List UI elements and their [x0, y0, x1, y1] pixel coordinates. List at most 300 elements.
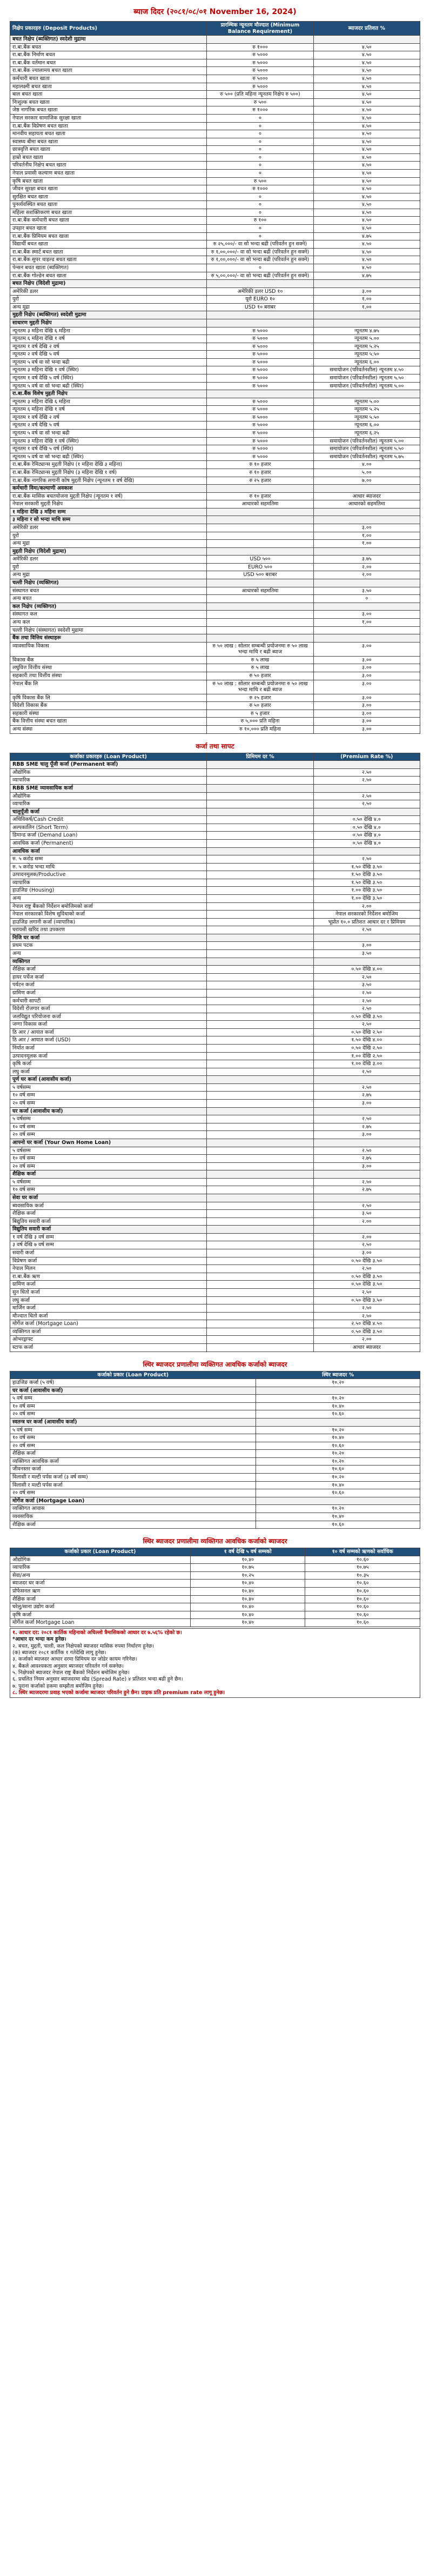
table-cell [207, 816, 313, 824]
table-cell: अन्य मुद्रा [10, 303, 207, 311]
table-cell: लघु कर्जा [10, 1068, 207, 1076]
table-cell: रु ५००० [207, 374, 313, 383]
table-cell [313, 1194, 420, 1202]
table-row [10, 398, 420, 406]
table-cell [207, 634, 313, 643]
table-cell: ०.५० देखि ३.५० [313, 1296, 420, 1304]
table-cell: निर्यात कर्जा [10, 1045, 207, 1053]
table-cell: १.०० [313, 532, 420, 540]
table-cell: कर्मचारी सापटी [10, 997, 207, 1005]
table-cell: रु १० हजार [207, 469, 313, 477]
table-cell [313, 847, 420, 855]
table-cell: न्यूनतम ३ महिना देखि ६ महिना [10, 398, 207, 406]
table-cell: १.०० [313, 618, 420, 626]
deposit-header-rate: ब्याजदर प्रतिशत % [313, 22, 420, 36]
table-cell: उत्पादनमूलक कर्जा [10, 1052, 207, 1060]
table-cell: कृषि कर्जा [10, 1611, 191, 1619]
table-cell: २.५० [313, 855, 420, 864]
table-cell: युरो [10, 296, 207, 304]
table-cell: विद्यार्थी बचत खाता [10, 240, 207, 249]
table-cell: रा.बा.बैंक नागरिक लगानी कोष मुद्दती निक्षेप (न्यूनतम १ वर्ष देखि) [10, 477, 207, 485]
table-cell: ४.५० [313, 201, 420, 209]
table-row [10, 146, 420, 154]
table-cell: २.५० [313, 1147, 420, 1155]
table-cell: अमेरिकी डलर [10, 524, 207, 532]
section-label: विद्युतिय सवारी कर्जा [10, 1226, 207, 1234]
table-cell: अधिविकर्ष/Cash Credit [10, 816, 207, 824]
table-cell: २.५० [313, 800, 420, 808]
table-cell: नेपाल प्रवासी कल्याण बचत खाता [10, 169, 207, 177]
table-row [10, 816, 420, 824]
table-cell: अन्य मुद्रा [10, 540, 207, 548]
table-cell: घरेलु/साना उद्योग कर्जा [10, 1603, 191, 1611]
table-cell: ४.५० [313, 106, 420, 115]
table-cell: १०.६० [305, 1603, 420, 1611]
table-cell [207, 966, 313, 974]
deposit-header-product: निक्षेप प्रकारहरु (Deposit Products) [10, 22, 207, 36]
table-row [10, 824, 420, 832]
table-cell [207, 1170, 313, 1179]
table-cell: १०.६० [256, 1410, 420, 1419]
table-cell: १०.२० [256, 1379, 420, 1387]
table-row [10, 524, 420, 532]
table-row [10, 1036, 420, 1045]
section-row [10, 1194, 420, 1202]
table-row [10, 374, 420, 383]
table-row [10, 1588, 420, 1596]
table-cell: अल्पकालिन (Short Term) [10, 824, 207, 832]
table-row [10, 571, 420, 579]
table-cell: अन्य संस्था [10, 726, 207, 734]
table-cell: हाउजिङ (Housing) [10, 887, 207, 895]
loan-title: कर्जा तथा सापट [196, 742, 234, 750]
table-cell: ४.५० [313, 185, 420, 193]
table-cell: शैक्षिक कर्जा [10, 1450, 256, 1458]
table-cell: १०.२० [256, 1505, 420, 1513]
table-cell [207, 1100, 313, 1108]
table-cell: २० वर्ष सम्म [10, 1410, 256, 1419]
loan-header-premium-en: (Premium Rate %) [313, 753, 420, 761]
table-row [10, 1045, 420, 1053]
table-cell: ७.०० [313, 477, 420, 485]
table-cell: २.५० [313, 989, 420, 997]
table-cell [207, 902, 313, 911]
table-row [10, 839, 420, 847]
table-row [10, 1328, 420, 1336]
section-label: बचत निक्षेप (विदेशी मुद्रामा) [10, 280, 207, 288]
table-row [10, 272, 420, 280]
table-cell: २० वर्ष सम्म [10, 1131, 207, 1139]
table-row [10, 1265, 420, 1273]
table-cell: रु ५०० [207, 177, 313, 185]
table-row [10, 1100, 420, 1108]
section-label: मुद्दती निक्षेप (विदेशी मुद्रामा) [10, 547, 207, 556]
table-cell: औद्योगिक [10, 768, 207, 777]
section-row [10, 579, 420, 587]
table-cell [207, 1343, 313, 1351]
table-cell: २.७५ [313, 1092, 420, 1100]
table-row [10, 343, 420, 351]
table-cell: रा.बा.बैंक ज्यालामय बचत खाता [10, 67, 207, 75]
fixed2-table-body [10, 1556, 420, 1627]
table-cell [207, 1249, 313, 1257]
table-cell: न्यूनतम ६.०० [313, 421, 420, 430]
fixed1-table-body [10, 1379, 420, 1529]
table-cell: पेन्सन बचत खाता (ब्यक्तिगत) [10, 264, 207, 272]
table-cell: कृषि कर्जा [10, 1060, 207, 1068]
section-row [10, 311, 420, 319]
table-cell: नेपाल सरकारी मुद्दती निक्षेप [10, 500, 207, 508]
table-cell [207, 839, 313, 847]
table-cell: प्रथम पटक [10, 942, 207, 950]
table-cell: ३.०० [313, 664, 420, 672]
table-cell [313, 280, 420, 288]
table-cell [207, 800, 313, 808]
table-cell: ०.५० देखि ४.० [313, 816, 420, 824]
table-row [10, 469, 420, 477]
table-cell [207, 1013, 313, 1021]
section-row [10, 847, 420, 855]
table-cell: शैक्षिक कर्जा [10, 1521, 256, 1529]
table-cell: उपहार बचत खाता [10, 225, 207, 233]
table-cell [207, 1312, 313, 1320]
section-row [10, 761, 420, 769]
footnote-line: *आधार दर भन्दा कम हुनेछ। [12, 1636, 66, 1643]
table-cell: औद्योगिक [10, 1556, 191, 1564]
table-cell: ३.०० [313, 1249, 420, 1257]
table-cell [313, 579, 420, 587]
table-row [10, 556, 420, 564]
table-cell [207, 36, 313, 44]
table-cell [313, 516, 420, 524]
table-row [10, 942, 420, 950]
table-row [10, 1379, 420, 1387]
table-cell [256, 1497, 420, 1505]
table-row [10, 193, 420, 201]
table-cell: ०.५० देखि ३.५० [313, 1257, 420, 1265]
fixed1-header-product: कर्जाको प्रकार (Loan Product) [10, 1371, 256, 1379]
section-row [10, 36, 420, 44]
table-cell: १०.४० [190, 1595, 305, 1603]
table-cell: १.५० देखि ३.५० [313, 879, 420, 887]
table-row [10, 918, 420, 926]
table-row [10, 413, 420, 421]
table-cell: समायोजन (परिवर्तनशील) न्यूनतम ५.५० [313, 374, 420, 383]
table-cell: ३.०० [313, 942, 420, 950]
table-cell [207, 595, 313, 603]
table-row [10, 240, 420, 249]
table-cell [313, 485, 420, 493]
fixed2-header-rate-5yr: १ वर्ष देखि ५ वर्ष सम्मको [190, 1548, 305, 1556]
section-row [10, 958, 420, 966]
table-cell: ४.५० [313, 146, 420, 154]
table-cell: मोर्गेज कर्जा Mortgage Loan [10, 1619, 191, 1627]
table-row [10, 1296, 420, 1304]
table-cell: २.५० [313, 1288, 420, 1296]
table-cell [207, 989, 313, 997]
table-cell: १०.४० [190, 1619, 305, 1627]
table-cell: रु ५००० [207, 75, 313, 83]
table-cell: ४.७५ [313, 232, 420, 240]
section-label: RBB SME चालु पूँजी कर्जा (Permanent कर्जा) [10, 761, 207, 769]
table-cell: ०.५० देखि ४.० [313, 824, 420, 832]
table-cell: जग्गा विकास कर्जा [10, 1021, 207, 1029]
table-cell: रा.बा.बैंक वर्तमान बचत [10, 59, 207, 67]
table-cell: १०.४० [256, 1434, 420, 1442]
table-cell: १.०० [313, 540, 420, 548]
table-cell [207, 1045, 313, 1053]
section-label: RBB SME व्यावसायिक कर्जा [10, 784, 207, 792]
table-row [10, 1395, 420, 1403]
table-cell: बाल बचत खाता [10, 91, 207, 99]
table-cell: ४.५० [313, 193, 420, 201]
table-cell: रा.बा.बैंक निर्माण बचत [10, 51, 207, 59]
table-cell: ४.५० [313, 59, 420, 67]
table-cell: बैंक वित्तीय संस्था बचत खाता [10, 718, 207, 726]
table-row [10, 1233, 420, 1241]
table-row [10, 59, 420, 67]
table-cell: परिवर्तनीय निक्षेप बचत खाता [10, 162, 207, 170]
table-cell: रा.बा.बैंक कर्मचारी बचत खाता [10, 217, 207, 225]
table-cell [313, 1107, 420, 1115]
table-row [10, 1155, 420, 1163]
fixed-rate-title-1: स्थिर ब्याजदर प्रणालीमा व्यक्तिगत आवधिक कर्जाको ब्याजदर [143, 1360, 287, 1368]
table-cell: २.५० [313, 997, 420, 1005]
table-cell: ५ वर्ष सम्म [10, 1426, 256, 1434]
table-cell: १०.४० [190, 1580, 305, 1588]
section-label: स्वतन्त्र घर कर्जा (आवासीय कर्जा) [10, 1419, 256, 1427]
table-cell: ० [207, 114, 313, 122]
table-row [10, 1426, 420, 1434]
table-cell: रु ५ लाख [207, 664, 313, 672]
table-cell: मोर्गेज कर्जा (Mortgage Loan) [10, 1320, 207, 1328]
table-cell [207, 1021, 313, 1029]
table-cell: निःशुल्क बचत खाता [10, 98, 207, 106]
table-cell: विदेशी रोजगार कर्जा [10, 1005, 207, 1013]
table-cell: अन्य कल [10, 618, 207, 626]
table-row [10, 595, 420, 603]
table-cell: ४.५० [313, 98, 420, 106]
table-cell: आधार ब्याजदर [313, 492, 420, 500]
table-cell: ४.५० [313, 67, 420, 75]
table-cell: भूप्रोत १०.० प्रतिशत आधार दर र प्रिमियम [313, 918, 420, 926]
table-cell: ०.५० देखि ३.५० [313, 1013, 420, 1021]
table-cell: २.०० [313, 902, 420, 911]
table-cell: सहकारी संस्था [10, 710, 207, 718]
table-cell: न्यूनतम ५.०० [313, 398, 420, 406]
table-cell: न्यूनतम ३ महिना देखि १ वर्ष (स्थिर) [10, 437, 207, 445]
table-cell: १०.६० [305, 1595, 420, 1603]
table-row [10, 138, 420, 146]
table-cell: न्यूनतम ५ वर्ष वा सो भन्दा बढी [10, 358, 207, 366]
table-cell: अन्य मुद्रा [10, 571, 207, 579]
table-row [10, 1021, 420, 1029]
table-cell: ० [207, 193, 313, 201]
table-cell: ४.५० [313, 91, 420, 99]
table-row [10, 879, 420, 887]
table-row [10, 185, 420, 193]
table-row [10, 1013, 420, 1021]
table-row [10, 1131, 420, 1139]
table-cell: ० [207, 209, 313, 217]
table-cell: ठि आर / आयात कर्जा [10, 1028, 207, 1036]
table-row [10, 1474, 420, 1482]
table-row [10, 1186, 420, 1194]
table-cell: ४.५० [313, 225, 420, 233]
table-cell [207, 777, 313, 785]
table-cell [207, 950, 313, 958]
table-cell: ३.७५ [313, 556, 420, 564]
table-cell: २.५० [313, 1178, 420, 1186]
fixed1-header-row [10, 1371, 420, 1379]
table-cell [207, 1202, 313, 1210]
table-cell [207, 1131, 313, 1139]
table-row [10, 1402, 420, 1410]
table-row [10, 358, 420, 366]
table-cell: स्वास्थ्य बीमा बचत खाता [10, 138, 207, 146]
table-row [10, 989, 420, 997]
table-row [10, 67, 420, 75]
table-cell: न्यूनतम ५.२५ [313, 343, 420, 351]
table-row [10, 1217, 420, 1226]
table-cell [207, 1068, 313, 1076]
table-cell: १.०० [313, 296, 420, 304]
table-cell: १०.७५ [190, 1564, 305, 1572]
table-cell: रु ५०० (प्रति महिना न्यूनतम निक्षेप रु ५००) [207, 91, 313, 99]
table-cell: न्यूनतम १ वर्ष देखि ५ वर्ष (स्थिर) [10, 445, 207, 453]
table-cell: रु ५००० [207, 382, 313, 390]
table-cell: रु ५००० [207, 83, 313, 91]
table-cell: न्यूनतम ६ महिना देखि १ वर्ष [10, 406, 207, 414]
table-cell: ३ वर्ष देखि ७ वर्ष सम्म [10, 1241, 207, 1249]
table-cell: जेष्ठ नागरिक बचत खाता [10, 106, 207, 115]
table-cell: ३.५० [313, 981, 420, 989]
table-row [10, 492, 420, 500]
table-cell: ३.०० [313, 524, 420, 532]
table-cell: ० [207, 225, 313, 233]
table-cell: औद्योगिक [10, 792, 207, 800]
table-cell: EURO ५०० [207, 563, 313, 571]
table-cell [207, 603, 313, 611]
table-cell: अमेरिकी डलर USD १० [207, 287, 313, 296]
table-cell: ३.०० [313, 656, 420, 664]
table-cell: ३.०० [313, 287, 420, 296]
table-row [10, 1603, 420, 1611]
section-row [10, 1076, 420, 1084]
table-cell [207, 1217, 313, 1226]
table-row [10, 672, 420, 680]
table-row [10, 303, 420, 311]
table-cell: २.५० [313, 1021, 420, 1029]
table-row [10, 51, 420, 59]
table-cell: १०.४० [256, 1481, 420, 1489]
table-cell: ४.५० [313, 177, 420, 185]
table-row [10, 895, 420, 903]
table-cell: न्यूनतम ४.७५ [313, 327, 420, 335]
table-cell: समायोजन (परिवर्तनशील) न्यूनतम ५.७५ [313, 453, 420, 461]
table-cell: ग्रामिण कर्जा [10, 989, 207, 997]
table-cell: सवारी कर्जा [10, 1249, 207, 1257]
table-cell: कृषि बचत खाता [10, 177, 207, 185]
table-cell: ५ वर्ष सम्म [10, 1395, 256, 1403]
table-cell: ०.५० देखि ४.०० [313, 966, 420, 974]
table-cell: स्टाफ कर्जा [10, 1343, 207, 1351]
table-cell: जलविद्युत परियोजना कर्जा [10, 1013, 207, 1021]
table-cell [207, 871, 313, 879]
table-cell: १०.७५ [305, 1564, 420, 1572]
table-cell [313, 1226, 420, 1234]
table-cell: २.५० [313, 1312, 420, 1320]
table-row [10, 1162, 420, 1170]
table-cell [207, 1226, 313, 1234]
table-cell: रु ५०० [207, 98, 313, 106]
table-cell [207, 926, 313, 934]
table-cell: ३.०० [313, 710, 420, 718]
table-cell: ० [207, 162, 313, 170]
table-cell: २.५० [313, 1115, 420, 1123]
table-cell [207, 626, 313, 634]
table-cell: १०.२० [256, 1395, 420, 1403]
table-cell [207, 792, 313, 800]
table-cell: २.०० [313, 1336, 420, 1344]
table-cell: अमेरिकी डलर [10, 287, 207, 296]
section-row [10, 808, 420, 816]
table-row [10, 1068, 420, 1076]
table-cell: रु १० हजार [207, 461, 313, 469]
table-row [10, 296, 420, 304]
table-cell [207, 1115, 313, 1123]
table-cell: ०.५० देखि ४.० [313, 832, 420, 840]
table-row [10, 1060, 420, 1068]
table-cell [207, 1210, 313, 1218]
table-cell: ० [207, 130, 313, 138]
table-cell: रु. ५ करोड भन्दा माथि [10, 863, 207, 871]
table-row [10, 1028, 420, 1036]
table-cell: १०.६० [305, 1619, 420, 1627]
table-cell: न्यूनतम ५.५० [313, 413, 420, 421]
table-cell: रु १० हजार [207, 492, 313, 500]
table-cell: ०.५० देखि ३.५० [313, 1281, 420, 1289]
table-cell: संस्थागत बचत [10, 587, 207, 595]
table-cell: रु ५००० [207, 398, 313, 406]
table-cell [313, 934, 420, 942]
table-row [10, 1241, 420, 1249]
section-label: कल निक्षेप (व्यक्तिगत) [10, 603, 207, 611]
table-cell: रु ५ हजार [207, 710, 313, 718]
table-row [10, 153, 420, 162]
table-cell: १.०० देखि ३.५० [313, 887, 420, 895]
table-cell: ३.५० [313, 950, 420, 958]
table-cell: ३.५० [313, 1210, 420, 1218]
table-cell: रु ५ लाख [207, 656, 313, 664]
table-row [10, 1513, 420, 1521]
table-cell: ४.५० [313, 83, 420, 91]
table-cell [207, 516, 313, 524]
page [10, 0, 420, 1698]
table-cell: न्यूनतम १ वर्ष देखि २ वर्ष [10, 413, 207, 421]
table-cell: ० [207, 232, 313, 240]
table-row [10, 335, 420, 343]
table-cell [313, 319, 420, 327]
table-cell: अन्य [10, 895, 207, 903]
loan-header-row [10, 753, 420, 761]
table-cell [207, 311, 313, 319]
table-cell [207, 1257, 313, 1265]
table-cell: २.०० [313, 563, 420, 571]
table-cell: १०.६० [256, 1521, 420, 1529]
table-cell [207, 1036, 313, 1045]
table-cell: ४.५० [313, 240, 420, 249]
